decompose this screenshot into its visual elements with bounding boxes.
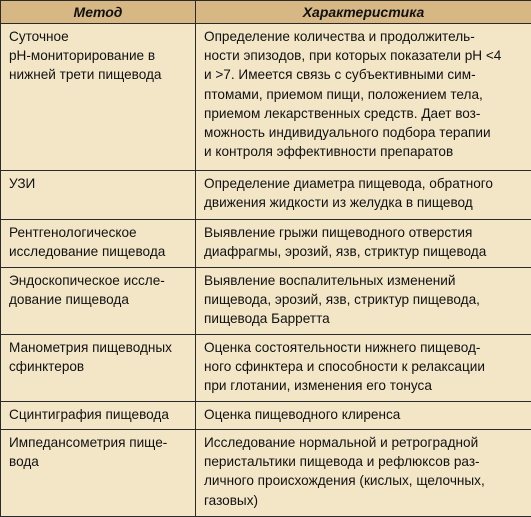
method-cell: Рентгенологическое исследование пищевода bbox=[1, 220, 196, 268]
table-row bbox=[1, 402, 531, 430]
description-cell: Оценка пищеводного клиренса bbox=[196, 402, 531, 430]
table-row bbox=[1, 268, 531, 335]
table-header-row bbox=[1, 1, 531, 24]
method-cell: Сцинтиграфия пищевода bbox=[1, 402, 196, 430]
method-cell: Импедансометрия пище- вода bbox=[1, 430, 196, 517]
table-row bbox=[1, 220, 531, 268]
method-cell: УЗИ bbox=[1, 171, 196, 220]
method-cell: Манометрия пищеводных сфинктеров bbox=[1, 335, 196, 402]
method-cell: Эндоскопическое иссле- дование пищевода bbox=[1, 268, 196, 335]
method-cell: Суточное pH-мониторирование в нижней трети пищевода bbox=[1, 24, 196, 171]
description-cell: Исследование нормальной и ретроградной перистальтики пищевода и рефлюксов раз- личного происхождения (кислых, щелочных, газовых) bbox=[196, 430, 531, 517]
description-cell: Определение диаметра пищевода, обратного движения жидкости из желудка в пищевод bbox=[196, 171, 531, 220]
description-cell: Оценка состоятельности нижнего пищевод- ного сфинктера и способности к релаксации при глотании, изменения его тонуса bbox=[196, 335, 531, 402]
table-row bbox=[1, 335, 531, 402]
table-row bbox=[1, 171, 531, 220]
description-cell: Выявление воспалительных изменений пищевода, эрозий, язв, стриктур пищевода, пищевода Барретта bbox=[196, 268, 531, 335]
table-row bbox=[1, 430, 531, 517]
header-method: Метод bbox=[1, 1, 196, 24]
description-cell: Определение количества и продолжитель- ности эпизодов, при которых показатели pH <4 и >7. Имеется связь с субъективными сим- птомами, приемом пищи, положением тела, приемом лекарственных средств. Дает воз- можность индивидуального подбора терапии и контроля эффективности препаратов bbox=[196, 24, 531, 171]
description-cell: Выявление грыжи пищеводного отверстия диафрагмы, эрозий, язв, стриктур пищевода bbox=[196, 220, 531, 268]
header-description: Характеристика bbox=[196, 1, 531, 24]
table-row bbox=[1, 24, 531, 171]
